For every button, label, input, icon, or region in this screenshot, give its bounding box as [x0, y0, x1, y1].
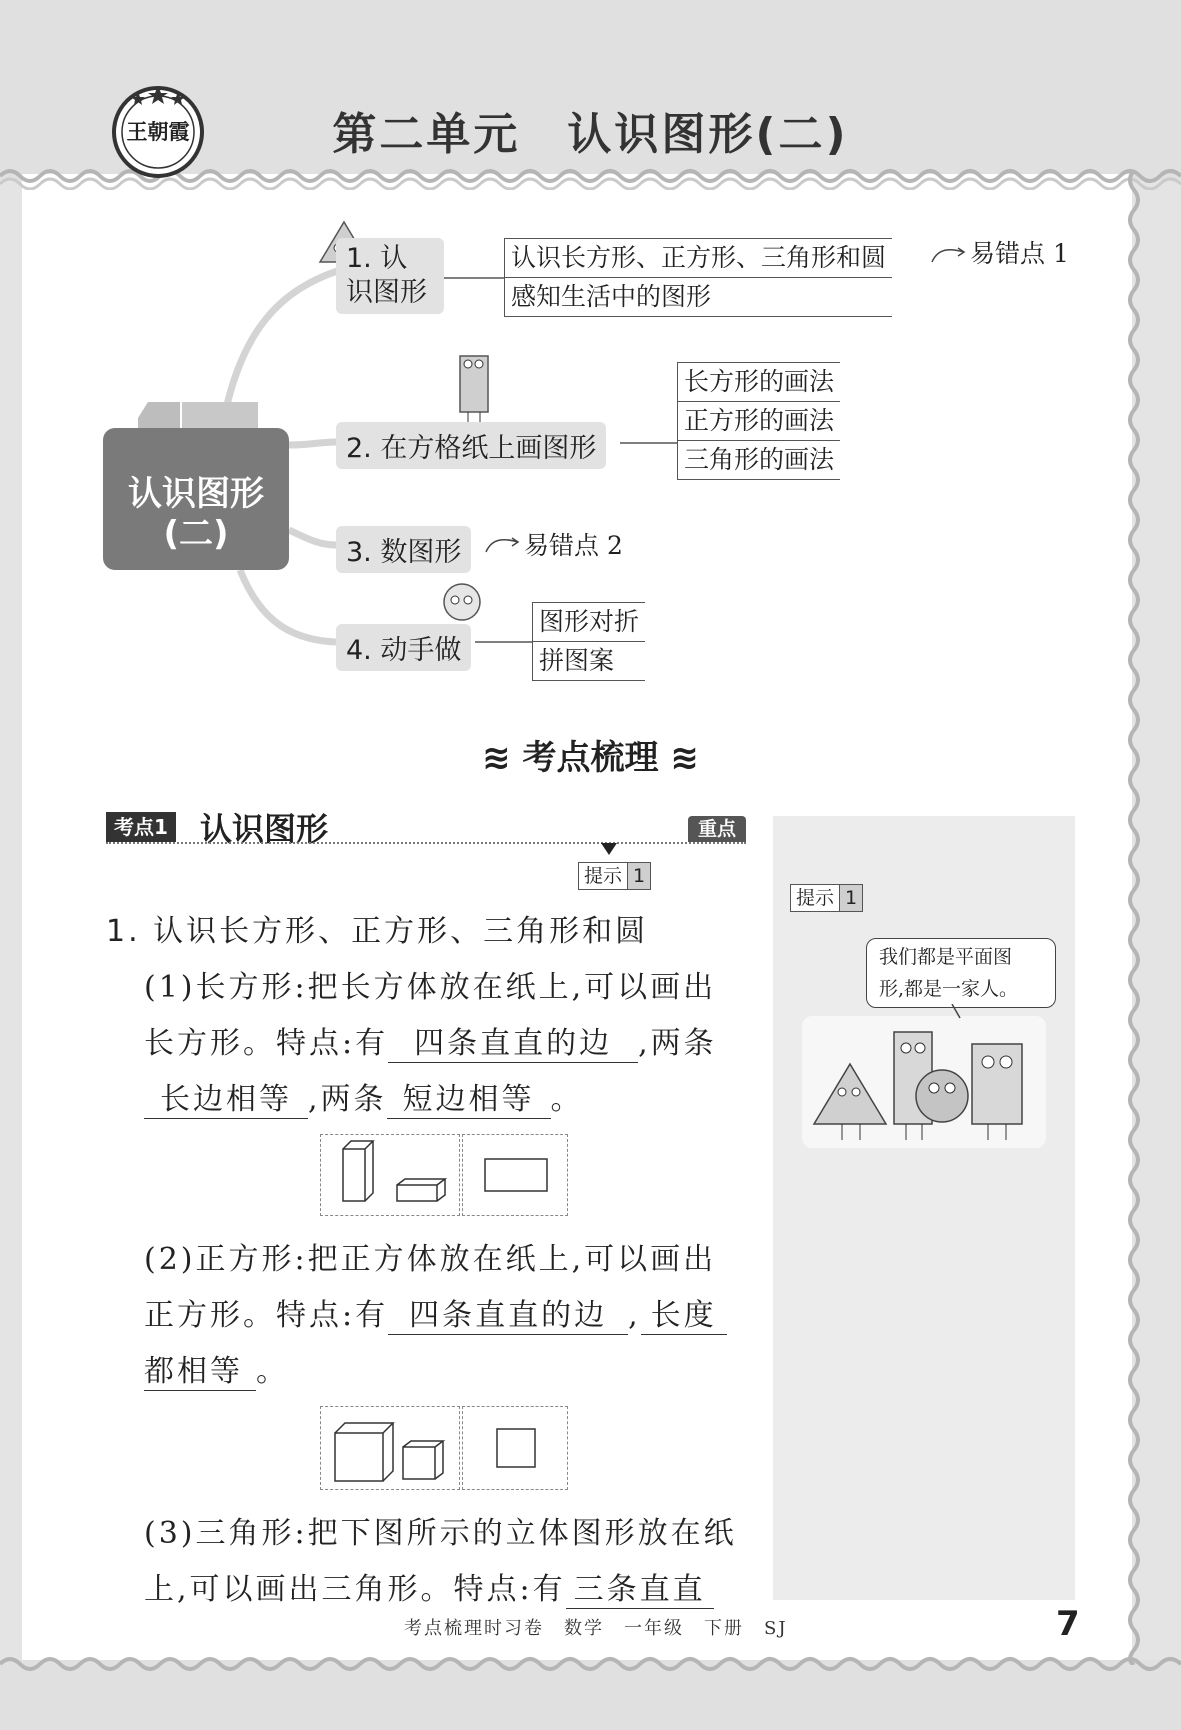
rectangle-line-1: (1)长方形:把长方体放在纸上,可以画出: [144, 970, 717, 1005]
text: 上,可以画出三角形。特点:有: [144, 1572, 566, 1607]
branch-1-line-2: 识图形: [346, 277, 427, 308]
text: ,两条: [308, 1082, 387, 1117]
mindmap-branch-2: 2. 在方格纸上画图形: [336, 422, 606, 469]
answer-blank: 长边相等: [144, 1074, 308, 1119]
text: 长方形。特点:有: [144, 1026, 389, 1061]
square-line-3: [144, 1346, 289, 1391]
branch-1-leaves: [504, 238, 892, 317]
triangle-line-2: [144, 1564, 714, 1609]
rectangle-line-2: [144, 1018, 717, 1063]
mindmap-branch-4: 4. 动手做: [336, 624, 471, 671]
cuboid-drawing: [321, 1135, 459, 1215]
tip-label: 提示: [584, 865, 623, 887]
branch-1-line-1: 1. 认: [346, 243, 408, 274]
key-point-badge: 重点: [688, 816, 746, 842]
rectangle-figure: [462, 1134, 568, 1216]
speech-bubble: [866, 938, 1056, 1008]
tip-number: 1: [627, 863, 650, 889]
text: 。: [550, 1082, 584, 1117]
kaodian-tag: 考点1: [106, 812, 176, 842]
leaf-fold-shapes: 图形对折: [533, 603, 645, 642]
answer-blank: 长度: [641, 1290, 727, 1335]
rectangle-line-3: [144, 1074, 584, 1119]
cuboid-figure: [320, 1134, 460, 1216]
kaodian-divider: [106, 842, 746, 844]
mindmap-connectors: [0, 0, 1181, 700]
cube-drawing: [321, 1407, 459, 1489]
triangle-line-1: (3)三角形:把下图所示的立体图形放在纸: [144, 1516, 737, 1551]
down-triangle-icon: [600, 842, 618, 856]
square-line-1: (2)正方形:把正方体放在纸上,可以画出: [144, 1242, 717, 1277]
leaf-square-drawing: 正方形的画法: [678, 402, 840, 441]
bubble-line-2: 形,都是一家人。: [879, 978, 1019, 1000]
square-line-2: [144, 1290, 727, 1335]
leaf-rectangle-drawing: 长方形的画法: [678, 363, 840, 402]
leaf-perceive-shapes: 感知生活中的图形: [511, 282, 712, 311]
root-line-1: 认识图形: [128, 474, 264, 514]
square-drawing: [463, 1407, 567, 1489]
logo-text: 王朝霞: [126, 119, 190, 144]
tip-marker-inline[interactable]: [578, 862, 651, 890]
leaf-pattern-puzzle: 拼图案: [539, 646, 615, 675]
rectangle-mascot-icon: [446, 346, 498, 430]
cube-figure: [320, 1406, 460, 1490]
section-title-text: 考点梳理: [522, 738, 659, 778]
arrow-icon: [482, 532, 522, 556]
square-figure: [462, 1406, 568, 1490]
wavy-bottom-border: [0, 1652, 1181, 1682]
branch-4-leaves: [532, 602, 645, 681]
arrow-icon: [928, 242, 968, 266]
mindmap-branch-3: 3. 数图形: [336, 526, 471, 573]
tip-marker-sidebar[interactable]: [790, 884, 863, 912]
shape-family-illustration: [802, 1004, 1046, 1148]
rectangle-drawing: [463, 1135, 567, 1215]
text: ,: [628, 1298, 641, 1333]
branch-2-leaves: [677, 362, 840, 480]
root-line-2: (二): [163, 514, 229, 554]
answer-blank: 都相等: [144, 1346, 256, 1391]
error-point-1: 易错点 1: [970, 239, 1069, 268]
tip-sidebar: [773, 816, 1075, 1600]
tip-label: 提示: [796, 887, 835, 909]
wave-decoration-icon: ≋: [670, 738, 699, 778]
text: 正方形。特点:有: [144, 1298, 389, 1333]
mindmap-branch-1: [336, 238, 444, 314]
bubble-line-1: 我们都是平面图: [879, 946, 1013, 968]
item-1-title: 1. 认识长方形、正方形、三角形和圆: [106, 914, 649, 949]
wave-decoration-icon: ≋: [482, 738, 511, 778]
leaf-recognize-shapes: 认识长方形、正方形、三角形和圆: [505, 239, 892, 278]
mindmap-root: [103, 428, 289, 570]
error-point-2: 易错点 2: [524, 531, 623, 560]
page-title: 第二单元 认识图形(二): [332, 109, 849, 160]
kaodian-title: 认识图形: [200, 810, 329, 848]
tip-number: 1: [839, 885, 862, 911]
footer-text: 考点梳理时习卷 数学 一年级 下册 SJ: [404, 1618, 788, 1639]
page-number: 7: [1056, 1604, 1080, 1644]
text: 。: [256, 1354, 289, 1389]
answer-blank: 四条直直的边: [388, 1290, 628, 1335]
answer-blank: 三条直直: [566, 1564, 714, 1609]
answer-blank: 短边相等: [387, 1074, 551, 1119]
text: ,两条: [638, 1026, 717, 1061]
circle-mascot-icon: [434, 580, 490, 628]
answer-blank: 四条直直的边: [388, 1018, 638, 1063]
section-title: [0, 730, 1181, 779]
leaf-triangle-drawing: 三角形的画法: [684, 445, 835, 474]
